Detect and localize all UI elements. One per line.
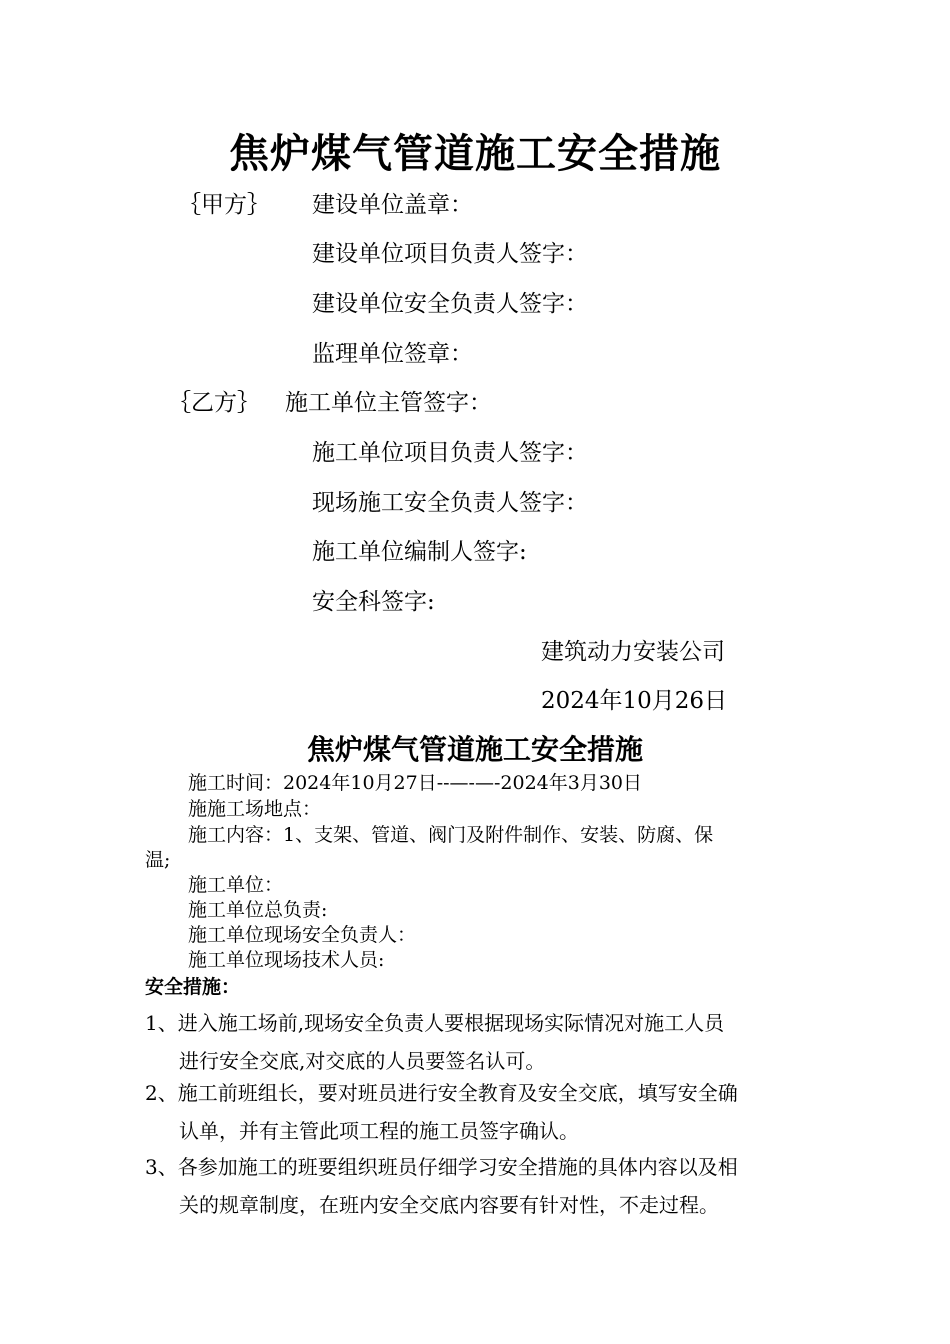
signature-line: 建设单位安全负责人签字： [312, 291, 588, 317]
party-a-label: ｛甲方｝ [178, 192, 270, 218]
item-text: 施工前班组长，要对班员进行安全教育及安全交底，填写安全确 [177, 1081, 738, 1105]
signature-line: 建设单位盖章： [312, 192, 473, 218]
construction-time: 施工时间：2024年10月27日--—-—-2024年3月30日 [188, 772, 643, 794]
measures-heading: 安全措施： [145, 976, 241, 998]
list-item [145, 1074, 844, 1150]
item-number: 1、 [145, 1011, 178, 1035]
list-item [145, 1148, 844, 1224]
signature-line: 现场施工安全负责人签字： [312, 490, 588, 516]
company-name: 建筑动力安装公司 [541, 639, 725, 665]
construction-content: 施工内容：1、支架、管道、阀门及附件制作、安装、防腐、保 [188, 824, 714, 846]
site-safety-manager: 施工单位现场安全负责人： [188, 924, 417, 946]
item-text-cont: 认单，并有主管此项工程的施工员签字确认。 [179, 1119, 579, 1143]
section-title: 焦炉煤气管道施工安全措施 [306, 733, 643, 766]
signature-line: 施工单位主管签字： [285, 390, 492, 416]
signature-line: 安全科签字: [312, 589, 435, 615]
signature-line: 建设单位项目负责人签字： [312, 241, 588, 267]
construction-content-wrap: 温; [145, 849, 171, 871]
site-technical-staff: 施工单位现场技术人员: [188, 949, 385, 971]
item-text: 进入施工场前,现场安全负责人要根据现场实际情况对施工人员 [177, 1011, 725, 1035]
party-b-label: ｛乙方｝ [168, 390, 260, 416]
construction-unit: 施工单位： [188, 874, 284, 896]
signature-line: 监理单位签章： [312, 341, 473, 367]
document-title: 焦炉煤气管道施工安全措施 [229, 130, 721, 177]
unit-general-manager: 施工单位总负责: [188, 899, 328, 921]
list-item [145, 1004, 844, 1080]
item-number: 3、 [145, 1155, 178, 1179]
document-date: 2024年10月26日 [541, 688, 728, 714]
item-text-cont: 关的规章制度，在班内安全交底内容要有针对性，不走过程。 [179, 1193, 719, 1217]
item-text-cont: 进行安全交底,对交底的人员要签名认可。 [179, 1049, 546, 1073]
item-text: 各参加施工的班要组织班员仔细学习安全措施的具体内容以及相 [177, 1155, 738, 1179]
signature-line: 施工单位编制人签字: [312, 539, 527, 565]
construction-site: 施施工场地点： [188, 798, 322, 820]
signature-line: 施工单位项目负责人签字： [312, 440, 588, 466]
item-number: 2、 [145, 1081, 178, 1105]
